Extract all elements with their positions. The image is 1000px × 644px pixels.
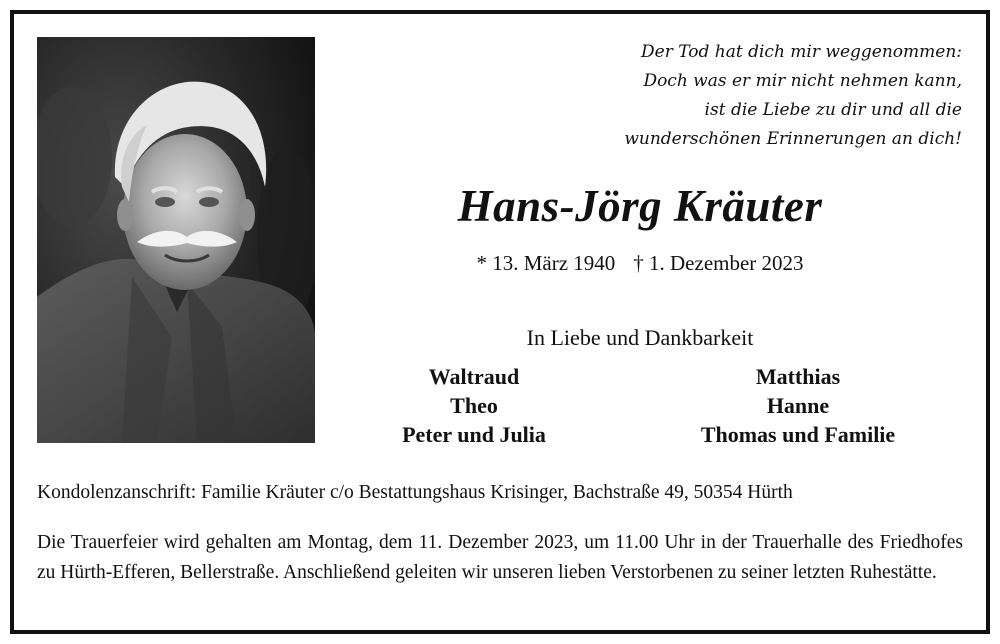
mourner-name: Matthias (755, 364, 841, 389)
portrait-photo (37, 37, 315, 443)
mourners-right-column (648, 362, 948, 449)
death-date: † 1. Dezember 2023 (633, 251, 804, 275)
quote-line: Der Tod hat dich mir weggenommen: (641, 42, 962, 62)
mourner-name: Hanne (766, 393, 830, 418)
mourner-name: Thomas und Familie (700, 422, 896, 447)
quote-line: Doch was er mir nicht nehmen kann, (643, 71, 962, 91)
mourners-left-column (324, 362, 624, 449)
dedication-line: In Liebe und Dankbarkeit (526, 325, 754, 350)
portrait-image (37, 37, 315, 443)
funeral-service-info: Die Trauerfeier wird gehalten am Montag, dem 11. Dezember 2023, um 11.00 Uhr in der Trauerhalle des Friedhofes zu Hürth-Efferen, Bellerstraße. Anschließend geleiten wir unseren lieben Verstorbenen zu seiner letzten Ruhestätte. (37, 532, 963, 583)
memorial-quote (602, 38, 962, 154)
mourner-name: Theo (450, 393, 498, 418)
deceased-name: Hans-Jörg Kräuter (457, 181, 823, 231)
condolence-address: Kondolenzanschrift: Familie Kräuter c/o Bestattungshaus Krisinger, Bachstraße 49, 50354 Hürth (37, 482, 793, 503)
mourner-name: Waltraud (428, 364, 520, 389)
quote-line: ist die Liebe zu dir und all die (704, 100, 962, 120)
birth-date: * 13. März 1940 (476, 251, 616, 275)
quote-line: wunderschönen Erinnerungen an dich! (624, 129, 962, 149)
life-dates (340, 249, 940, 277)
mourner-name: Peter und Julia (402, 422, 546, 447)
